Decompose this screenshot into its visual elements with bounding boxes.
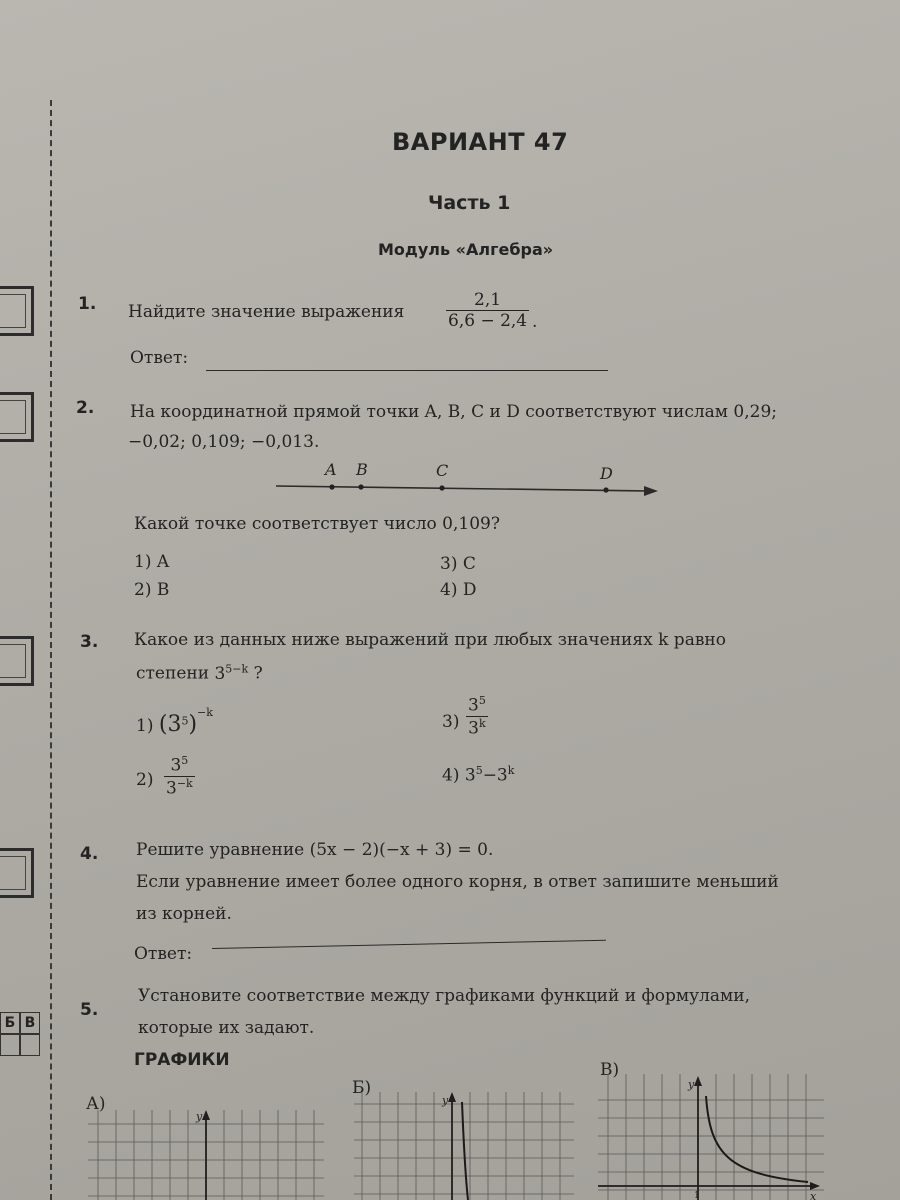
q3-power-line — [136, 662, 263, 684]
q1-denominator: 6,6 − 2,4 — [448, 311, 528, 331]
q5-line1: Установите соответствие между графиками функций и формулами, — [138, 986, 751, 1006]
q3-line1: Какое из данных ниже выражений при любых значениях k равно — [134, 630, 726, 650]
point-a-marker — [329, 484, 334, 489]
q2-question: Какой точке соответствует число 0,109? — [134, 514, 500, 534]
answer-grid-5[interactable] — [0, 1012, 44, 1064]
q2-option-2[interactable]: 2) B — [134, 580, 170, 600]
graph-b-curve — [462, 1102, 468, 1200]
graph-v-grid — [598, 1074, 824, 1200]
module-title: Модуль «Алгебра» — [378, 240, 554, 259]
q5-number: 5. — [80, 1000, 99, 1020]
q3-option-3-label[interactable]: 3) — [442, 712, 460, 732]
q3-option-4[interactable]: 4) $3^5-3^k$ — [442, 764, 515, 786]
q3-option-1[interactable]: 1) $(3^5)^{-k}$ — [136, 706, 213, 737]
graph-v-x-label: x — [810, 1190, 817, 1200]
q1-answer-label: Ответ: — [130, 348, 189, 368]
q3-option-2-fraction[interactable]: $\frac{3^5}{3^{-k}}$ — [166, 754, 193, 799]
answer-box-1[interactable] — [0, 286, 34, 336]
q2-line2: −0,02; 0,109; −0,013. — [128, 432, 320, 452]
q2-option-1[interactable]: 1) A — [134, 552, 170, 572]
graphs-title: ГРАФИКИ — [134, 1050, 230, 1070]
graph-v-label: В) — [600, 1060, 620, 1080]
q1-numerator: 2,1 — [474, 290, 502, 310]
graph-v — [598, 1074, 824, 1200]
answer-box-2[interactable] — [0, 392, 34, 442]
graph-v-y-label: y — [688, 1078, 695, 1091]
q4-line2: Если уравнение имеет более одного корня, в ответ запишите меньший — [136, 872, 779, 892]
q3-option-2-label[interactable]: 2) — [136, 770, 154, 790]
answer-grid-letter-v: В — [20, 1012, 40, 1034]
point-d-marker — [603, 487, 608, 492]
q4-line1: Решите уравнение (5x − 2)(−x + 3) = 0. — [136, 840, 494, 860]
q2-option-3[interactable]: 3) C — [440, 554, 476, 574]
q4-answer-line[interactable] — [212, 940, 606, 949]
point-d-label: D — [600, 464, 613, 483]
graph-v-curve — [706, 1096, 808, 1182]
point-b-marker — [358, 484, 363, 489]
point-a-label: A — [325, 460, 337, 479]
answer-grid-letter-b: Б — [0, 1012, 20, 1034]
answer-box-3[interactable] — [0, 636, 34, 686]
q3-line2: степени — [136, 663, 210, 684]
graph-b-y-label: y — [442, 1094, 449, 1107]
q2-option-4[interactable]: 4) D — [440, 580, 477, 600]
q1-text: Найдите значение выражения — [128, 302, 405, 322]
margin-dashed-line — [50, 100, 52, 1200]
graph-v-tick-one: 1 — [694, 1191, 700, 1200]
answer-grid-cell[interactable] — [20, 1034, 40, 1056]
point-c-label: C — [436, 461, 449, 480]
number-line — [270, 455, 670, 505]
variant-title: ВАРИАНТ 47 — [392, 128, 569, 156]
q1-answer-line[interactable] — [206, 370, 608, 371]
q2-line1: На координатной прямой точки A, B, C и D соответствуют числам 0,29; — [130, 402, 778, 422]
answer-grid-cell[interactable] — [0, 1034, 20, 1056]
q5-line2: которые их задают. — [138, 1018, 315, 1038]
point-c-marker — [439, 485, 444, 490]
part-title: Часть 1 — [428, 192, 511, 214]
q1-dot: . — [532, 312, 538, 332]
q4-number: 4. — [80, 844, 99, 864]
graph-a-y-label: y — [196, 1110, 203, 1123]
graph-a — [88, 1110, 324, 1200]
q3-option-3-fraction[interactable]: $\frac{3^5}{3^k}$ — [468, 694, 486, 739]
graph-a-label: А) — [86, 1094, 106, 1114]
point-b-label: B — [356, 460, 368, 479]
q3-power: $3^{5-k}$ — [214, 662, 249, 684]
q1-number: 1. — [78, 294, 97, 314]
q1-fraction — [446, 290, 529, 331]
answer-box-4[interactable] — [0, 848, 34, 898]
graph-b-label: Б) — [352, 1078, 372, 1098]
q2-number: 2. — [76, 398, 95, 418]
q4-answer-label: Ответ: — [134, 944, 193, 964]
q4-line3: из корней. — [136, 904, 232, 924]
graph-b — [354, 1092, 574, 1200]
q3-number: 3. — [80, 632, 99, 652]
q3-question-mark: ? — [253, 663, 263, 684]
